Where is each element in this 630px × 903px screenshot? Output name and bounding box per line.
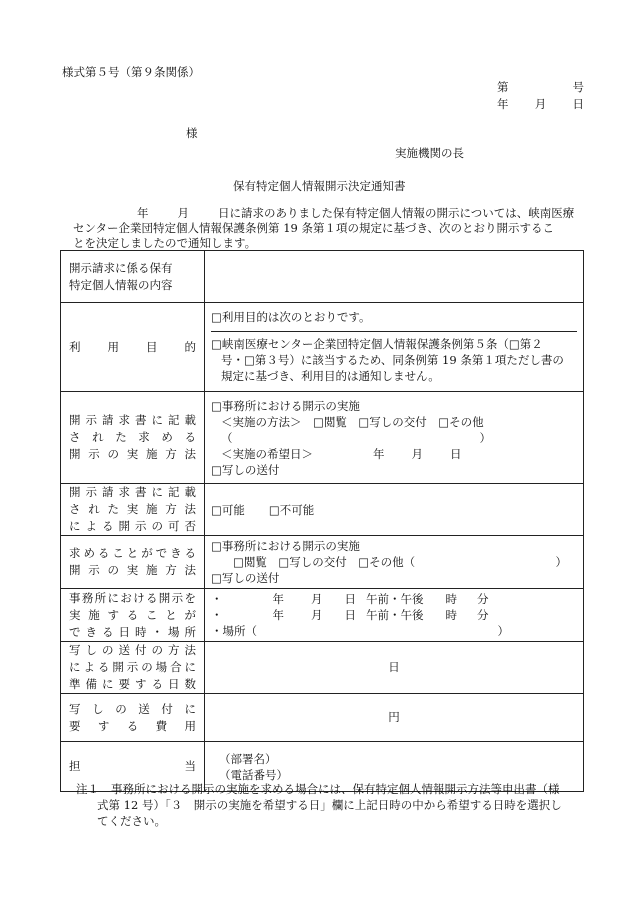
note-line-3: てください。 bbox=[97, 814, 166, 828]
document-number: 第 号 bbox=[497, 80, 584, 94]
intro-line-3: とを決定しましたので通知します。 bbox=[73, 236, 257, 250]
purpose-option-notify[interactable]: □利用目的は次のとおりです。 bbox=[211, 310, 371, 324]
possible-checkbox[interactable]: □可能 bbox=[211, 502, 245, 517]
row-method bbox=[61, 392, 584, 484]
note-line-1: 事務所における開示の実施を求める場合には、保有特定個人情報開示方法等申出書（様 bbox=[111, 782, 560, 796]
row-requestable bbox=[61, 536, 584, 589]
label-days: 写 し の 送 付 の 方 法 に よ る 開 示 の 場 合 に 準 備 に 要 す る 日 数 bbox=[61, 642, 205, 694]
value-days[interactable] bbox=[205, 642, 584, 694]
datetime-slot-1[interactable]: ・ 年 月 日 午前・午後 時 分 bbox=[211, 592, 489, 606]
intro-line-2: センター企業団特定個人情報保護条例第 19 条第１項の規定に基づき、次のとおり開示するこ bbox=[73, 221, 555, 235]
value-datetime bbox=[205, 589, 584, 642]
value-possibility bbox=[205, 484, 584, 536]
row-purpose bbox=[61, 303, 584, 392]
datetime-place[interactable]: ・場所（ ） bbox=[211, 624, 509, 638]
value-method bbox=[205, 392, 584, 484]
label-method: 開 示 請 求 書 に 記 載 さ れ た 求 め る 開 示 の 実 施 方 法 bbox=[61, 392, 205, 484]
contact-phone: （電話番号） bbox=[219, 767, 288, 782]
row-days bbox=[61, 642, 584, 694]
label-cost: 写 し の 送 付 に 要 す る 費 用 bbox=[61, 694, 205, 742]
issuer: 実施機関の長 bbox=[395, 146, 464, 160]
days-unit: 日 bbox=[388, 659, 400, 674]
note-line-2: 式第 12 号）「３ 開示の実施を希望する日」欄に上記日時の中から希望する日時を選択し bbox=[97, 798, 562, 812]
intro-line-1: 年 月 日に請求のありました保有特定個人情報の開示については、峡南医療 bbox=[137, 206, 575, 220]
note-marker: 注１ bbox=[76, 782, 99, 796]
requestable-office-disclosure[interactable]: □事務所における開示の実施 bbox=[211, 539, 360, 553]
purpose-option-not-notify[interactable]: □峡南医療センター企業団特定個人情報保護条例第５条（□第２ bbox=[211, 337, 543, 351]
document-date: 年 月 日 bbox=[497, 97, 584, 111]
method-send-copy[interactable]: □写しの送付 bbox=[211, 462, 280, 477]
addressee: 様 bbox=[186, 126, 198, 140]
purpose-divider bbox=[211, 331, 577, 332]
row-datetime bbox=[61, 589, 584, 642]
label-possibility: 開 示 請 求 書 に 記 載 さ れ た 実 施 方 法 に よ る 開 示 の 可 否 bbox=[61, 484, 205, 536]
purpose-option-line-2: 号・□第３号）に該当するため、同条例第 19 条第１項ただし書の bbox=[221, 353, 564, 367]
datetime-slot-2[interactable]: ・ 年 月 日 午前・午後 時 分 bbox=[211, 608, 489, 622]
method-office-disclosure[interactable]: □事務所における開示の実施 bbox=[211, 398, 360, 413]
form-number: 様式第５号（第９条関係） bbox=[62, 65, 200, 79]
label-datetime: 事 務 所 に お け る 開 示 を 実 施 す る こ と が で き る 日 時 ・ 場 所 bbox=[61, 589, 205, 642]
purpose-option-line-3: 規定に基づき、利用目的は通知しません。 bbox=[221, 369, 440, 383]
row-possibility bbox=[61, 484, 584, 536]
row-cost bbox=[61, 694, 584, 742]
method-options[interactable]: ＜実施の方法＞ □閲覧 □写しの交付 □その他 bbox=[221, 414, 484, 429]
value-content[interactable] bbox=[205, 251, 584, 303]
label-purpose: 利 用 目 的 bbox=[61, 303, 205, 392]
label-content: 開示請求に係る保有 特定個人情報の内容 bbox=[61, 251, 205, 303]
disclosure-form-table bbox=[60, 250, 584, 792]
method-other-field[interactable]: （ ） bbox=[221, 430, 491, 445]
row-content bbox=[61, 251, 584, 303]
value-purpose bbox=[205, 303, 584, 392]
value-cost[interactable] bbox=[205, 694, 584, 742]
requestable-options[interactable]: □閲覧 □写しの交付 □その他（ ） bbox=[233, 555, 567, 569]
not-possible-checkbox[interactable]: □不可能 bbox=[268, 502, 315, 517]
label-requestable: 求 め る こ と が で き る 開 示 の 実 施 方 法 bbox=[61, 536, 205, 589]
value-requestable bbox=[205, 536, 584, 589]
method-desired-date[interactable]: ＜実施の希望日＞ 年 月 日 bbox=[221, 446, 462, 461]
label-contact: 担 当 bbox=[61, 742, 205, 792]
contact-department: （部署名） bbox=[219, 751, 277, 766]
requestable-send-copy[interactable]: □写しの送付 bbox=[211, 571, 280, 585]
cost-unit: 円 bbox=[388, 709, 400, 724]
document-title: 保有特定個人情報開示決定通知書 bbox=[233, 179, 406, 193]
